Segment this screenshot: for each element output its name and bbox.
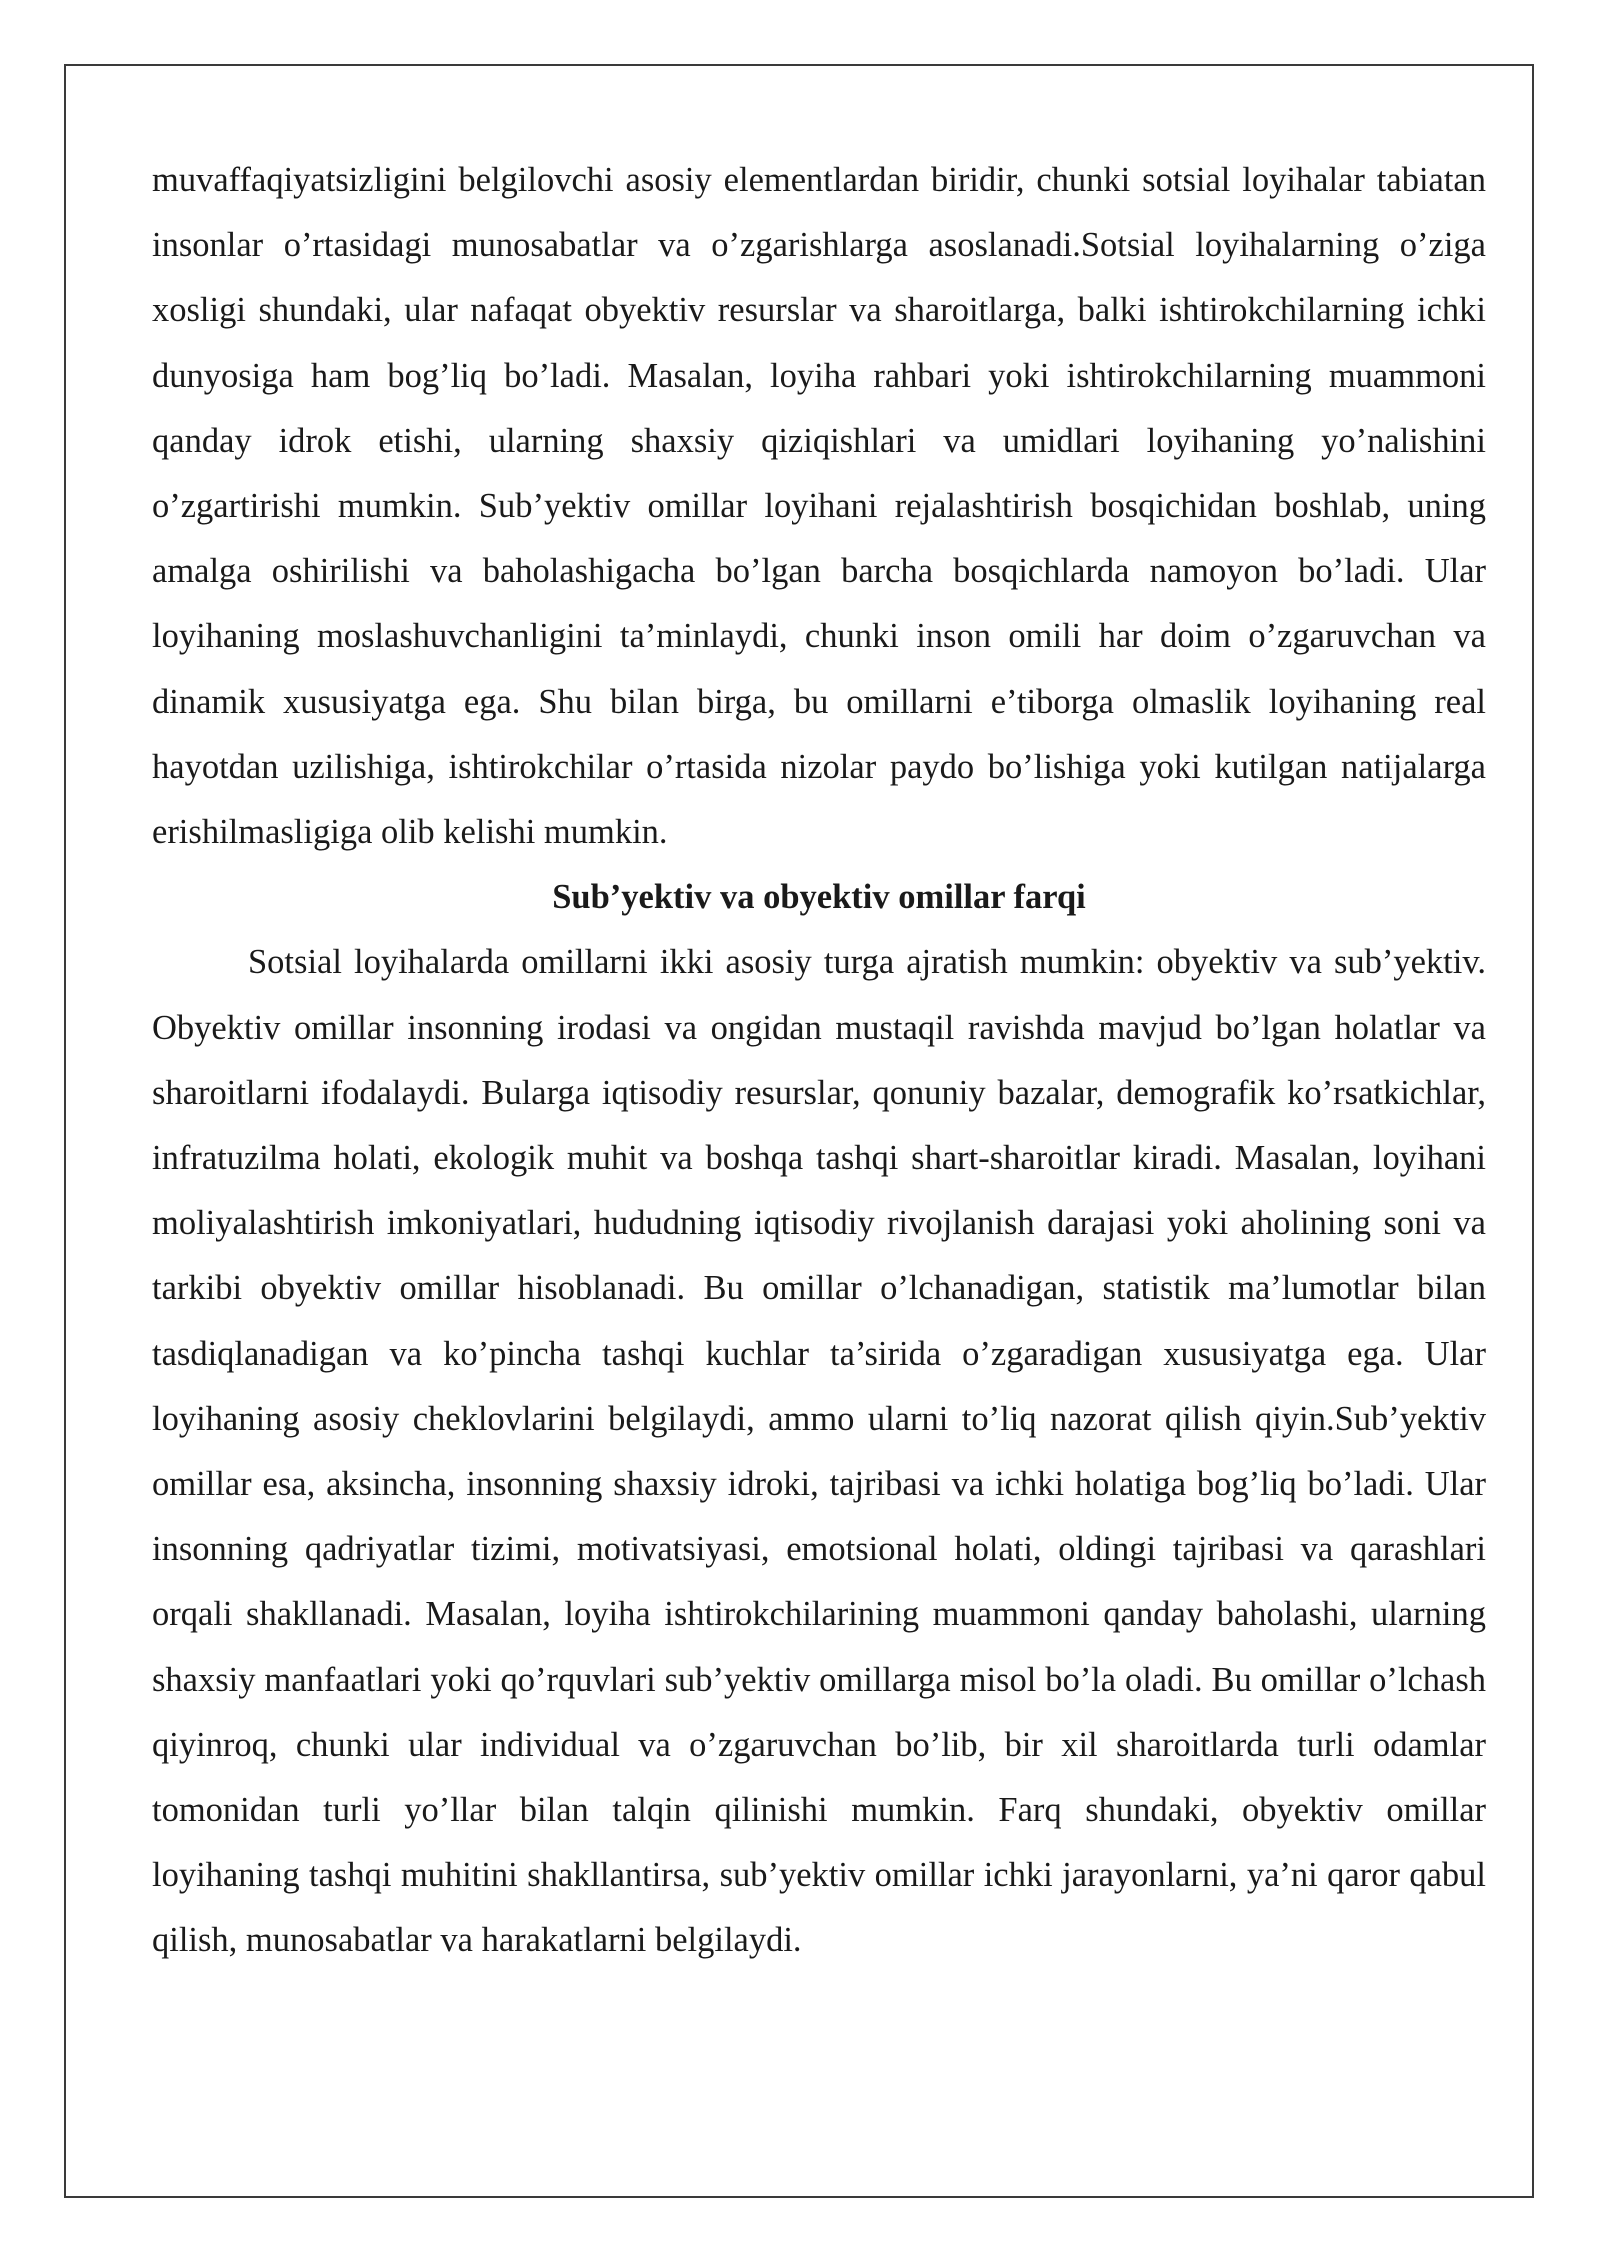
document-body — [152, 148, 1486, 1974]
paragraph-continuation: muvaffaqiyatsizligini belgilovchi asosiy elementlardan biridir, chunki sotsial loyihalar tabiatan insonlar o’rtasidagi munosabatlar va o’zgarishlarga asoslanadi.Sotsial loyihalarning o’ziga xosligi shundaki, ular nafaqat obyektiv resurslar va sharoitlarga, balki ishtirokchilarning ichki dunyosiga ham bog’liq bo’ladi. Masalan, loyiha rahbari yoki ishtirokchilarning muammoni qanday idrok etishi, ularning shaxsiy qiziqishlari va umidlari loyihaning yo’nalishini o’zgartirishi mumkin. Sub’yektiv omillar loyihani rejalashtirish bosqichidan boshlab, uning amalga oshirilishi va baholashigacha bo’lgan barcha bosqichlarda namoyon bo’ladi. Ular loyihaning moslashuvchanligini ta’minlaydi, chunki inson omili har doim o’zgaruvchan va dinamik xususiyatga ega. Shu bilan birga, bu omillarni e’tiborga olmaslik loyihaning real hayotdan uzilishiga, ishtirokchilar o’rtasida nizolar paydo bo’lishiga yoki kutilgan natijalarga erishilmasligiga olib kelishi mumkin. — [152, 161, 1486, 852]
paragraph-factors: Sotsial loyihalarda omillarni ikki asosiy turga ajratish mumkin: obyektiv va sub’yektiv. Obyektiv omillar insonning irodasi va ongidan mustaqil ravishda mavjud bo’lgan holatlar va sharoitlarni ifodalaydi. Bularga iqtisodiy resurslar, qonuniy bazalar, demografik ko’rsatkichlar, infratuzilma holati, ekologik muhit va boshqa tashqi shart-sharoitlar kiradi. Masalan, loyihani moliyalashtirish imkoniyatlari, hududning iqtisodiy rivojlanish darajasi yoki aholining soni va tarkibi obyektiv omillar hisoblanadi. Bu omillar o’lchanadigan, statistik ma’lumotlar bilan tasdiqlanadigan va ko’pincha tashqi kuchlar ta’sirida o’zgaradigan xususiyatga ega. Ular loyihaning asosiy cheklovlarini belgilaydi, ammo ularni to’liq nazorat qilish qiyin.Sub’yektiv omillar esa, aksincha, insonning shaxsiy idroki, tajribasi va ichki holatiga bog’liq bo’ladi. Ular insonning qadriyatlar tizimi, motivatsiyasi, emotsional holati, oldingi tajribasi va qarashlari orqali shakllanadi. Masalan, loyiha ishtirokchilarining muammoni qanday baholashi, ularning shaxsiy manfaatlari yoki qo’rquvlari sub’yektiv omillarga misol bo’la oladi. Bu omillar o’lchash qiyinroq, chunki ular individual va o’zgaruvchan bo’lib, bir xil sharoitlarda turli odamlar tomonidan turli yo’llar bilan talqin qilinishi mumkin. Farq shundaki, obyektiv omillar loyihaning tashqi muhitini shakllantirsa, sub’yektiv omillar ichki jarayonlarni, ya’ni qaror qabul qilish, munosabatlar va harakatlarni belgilaydi. — [152, 943, 1486, 1960]
section-heading: Sub’yektiv va obyektiv omillar farqi — [552, 878, 1086, 917]
